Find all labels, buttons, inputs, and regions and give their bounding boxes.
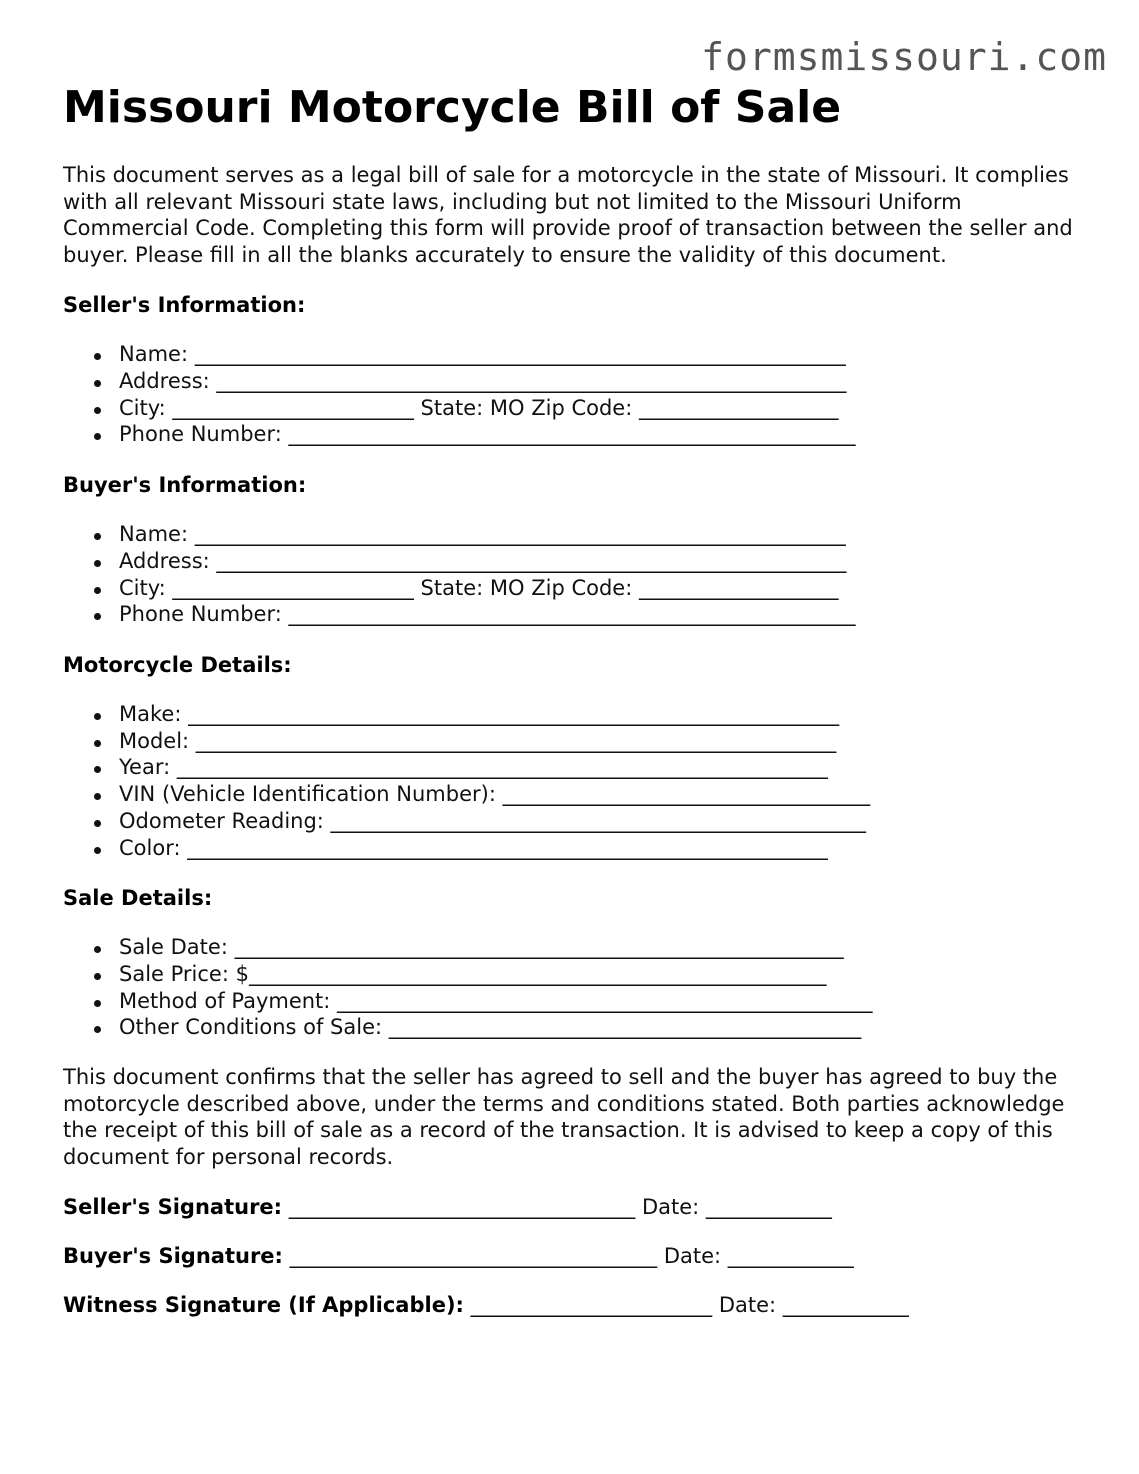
sale-fields-list bbox=[63, 934, 1078, 1041]
intro-paragraph: This document serves as a legal bill of sale for a motorcycle in the state of Missouri. It complies with all relevant Missouri state laws, including but not limited to the Missouri Uniform Commercial Code. Completing this form will provide proof of transaction between the seller and buyer. Please fill in all the blanks accurately to ensure the validity of this document. bbox=[63, 163, 1073, 267]
sale-date-field[interactable]: Sale Date: __________________________________________________________ bbox=[90, 934, 1078, 961]
buyer-fields-list bbox=[63, 521, 1078, 628]
closing-paragraph: This document confirms that the seller has agreed to sell and the buyer has agreed to buy the motorcycle described above, under the terms and conditions stated. Both parties acknowledge the receipt of this bill of sale as a record of the transaction. It is advised to keep a copy of this document for personal records. bbox=[63, 1065, 1065, 1169]
buyer-name-field[interactable]: Name: ______________________________________________________________ bbox=[90, 521, 1078, 548]
buyer-signature-line[interactable] bbox=[63, 1243, 1078, 1269]
seller-signature-line[interactable] bbox=[63, 1194, 1078, 1220]
buyer-signature-date[interactable]: Date: ____________ bbox=[663, 1244, 854, 1269]
motorcycle-fields-list bbox=[63, 701, 1078, 861]
seller-address-field[interactable]: Address: ____________________________________________________________ bbox=[90, 368, 1078, 395]
seller-name-field[interactable]: Name: ______________________________________________________________ bbox=[90, 341, 1078, 368]
other-conditions-field[interactable]: Other Conditions of Sale: _____________________________________________ bbox=[90, 1014, 1078, 1041]
seller-signature-date[interactable]: Date: ____________ bbox=[641, 1195, 832, 1220]
site-watermark: formsmissouri.com bbox=[701, 35, 1107, 79]
motorcycle-year-field[interactable]: Year: ______________________________________________________________ bbox=[90, 754, 1078, 781]
seller-fields-list bbox=[63, 341, 1078, 448]
buyer-info-heading: Buyer's Information: bbox=[63, 473, 307, 498]
motorcycle-details-heading: Motorcycle Details: bbox=[63, 653, 292, 677]
sale-price-field[interactable]: Sale Price: $_______________________________________________________ bbox=[90, 961, 1078, 988]
motorcycle-odometer-field[interactable]: Odometer Reading: ___________________________________________________ bbox=[90, 808, 1078, 835]
seller-city-state-zip-field[interactable]: City: _______________________ State: MO Zip Code: ___________________ bbox=[90, 395, 1078, 422]
document-page bbox=[63, 78, 1078, 1318]
witness-signature-line[interactable] bbox=[63, 1292, 1078, 1318]
witness-signature-date[interactable]: Date: ____________ bbox=[718, 1293, 909, 1318]
motorcycle-make-field[interactable]: Make: ______________________________________________________________ bbox=[90, 701, 1078, 728]
buyer-signature-label: Buyer's Signature: bbox=[63, 1244, 283, 1269]
witness-signature-label: Witness Signature (If Applicable): bbox=[63, 1293, 464, 1318]
motorcycle-model-field[interactable]: Model: _____________________________________________________________ bbox=[90, 728, 1078, 755]
buyer-signature-blank[interactable]: ___________________________________ bbox=[282, 1244, 664, 1269]
buyer-phone-field[interactable]: Phone Number: ______________________________________________________ bbox=[90, 601, 1078, 628]
motorcycle-color-field[interactable]: Color: _____________________________________________________________ bbox=[90, 835, 1078, 862]
sale-details-heading: Sale Details: bbox=[63, 886, 213, 911]
buyer-address-field[interactable]: Address: ____________________________________________________________ bbox=[90, 548, 1078, 575]
witness-signature-blank[interactable]: _______________________ bbox=[463, 1293, 719, 1318]
motorcycle-vin-field[interactable]: VIN (Vehicle Identification Number): ___________________________________ bbox=[90, 781, 1078, 808]
buyer-city-state-zip-field[interactable]: City: _______________________ State: MO Zip Code: ___________________ bbox=[90, 575, 1078, 602]
payment-method-field[interactable]: Method of Payment: ___________________________________________________ bbox=[90, 988, 1078, 1015]
seller-signature-label: Seller's Signature: bbox=[63, 1195, 283, 1220]
seller-info-heading: Seller's Information: bbox=[63, 293, 306, 318]
seller-phone-field[interactable]: Phone Number: ______________________________________________________ bbox=[90, 421, 1078, 448]
document-title: Missouri Motorcycle Bill of Sale bbox=[63, 82, 842, 133]
seller-signature-blank[interactable]: _________________________________ bbox=[282, 1195, 642, 1220]
